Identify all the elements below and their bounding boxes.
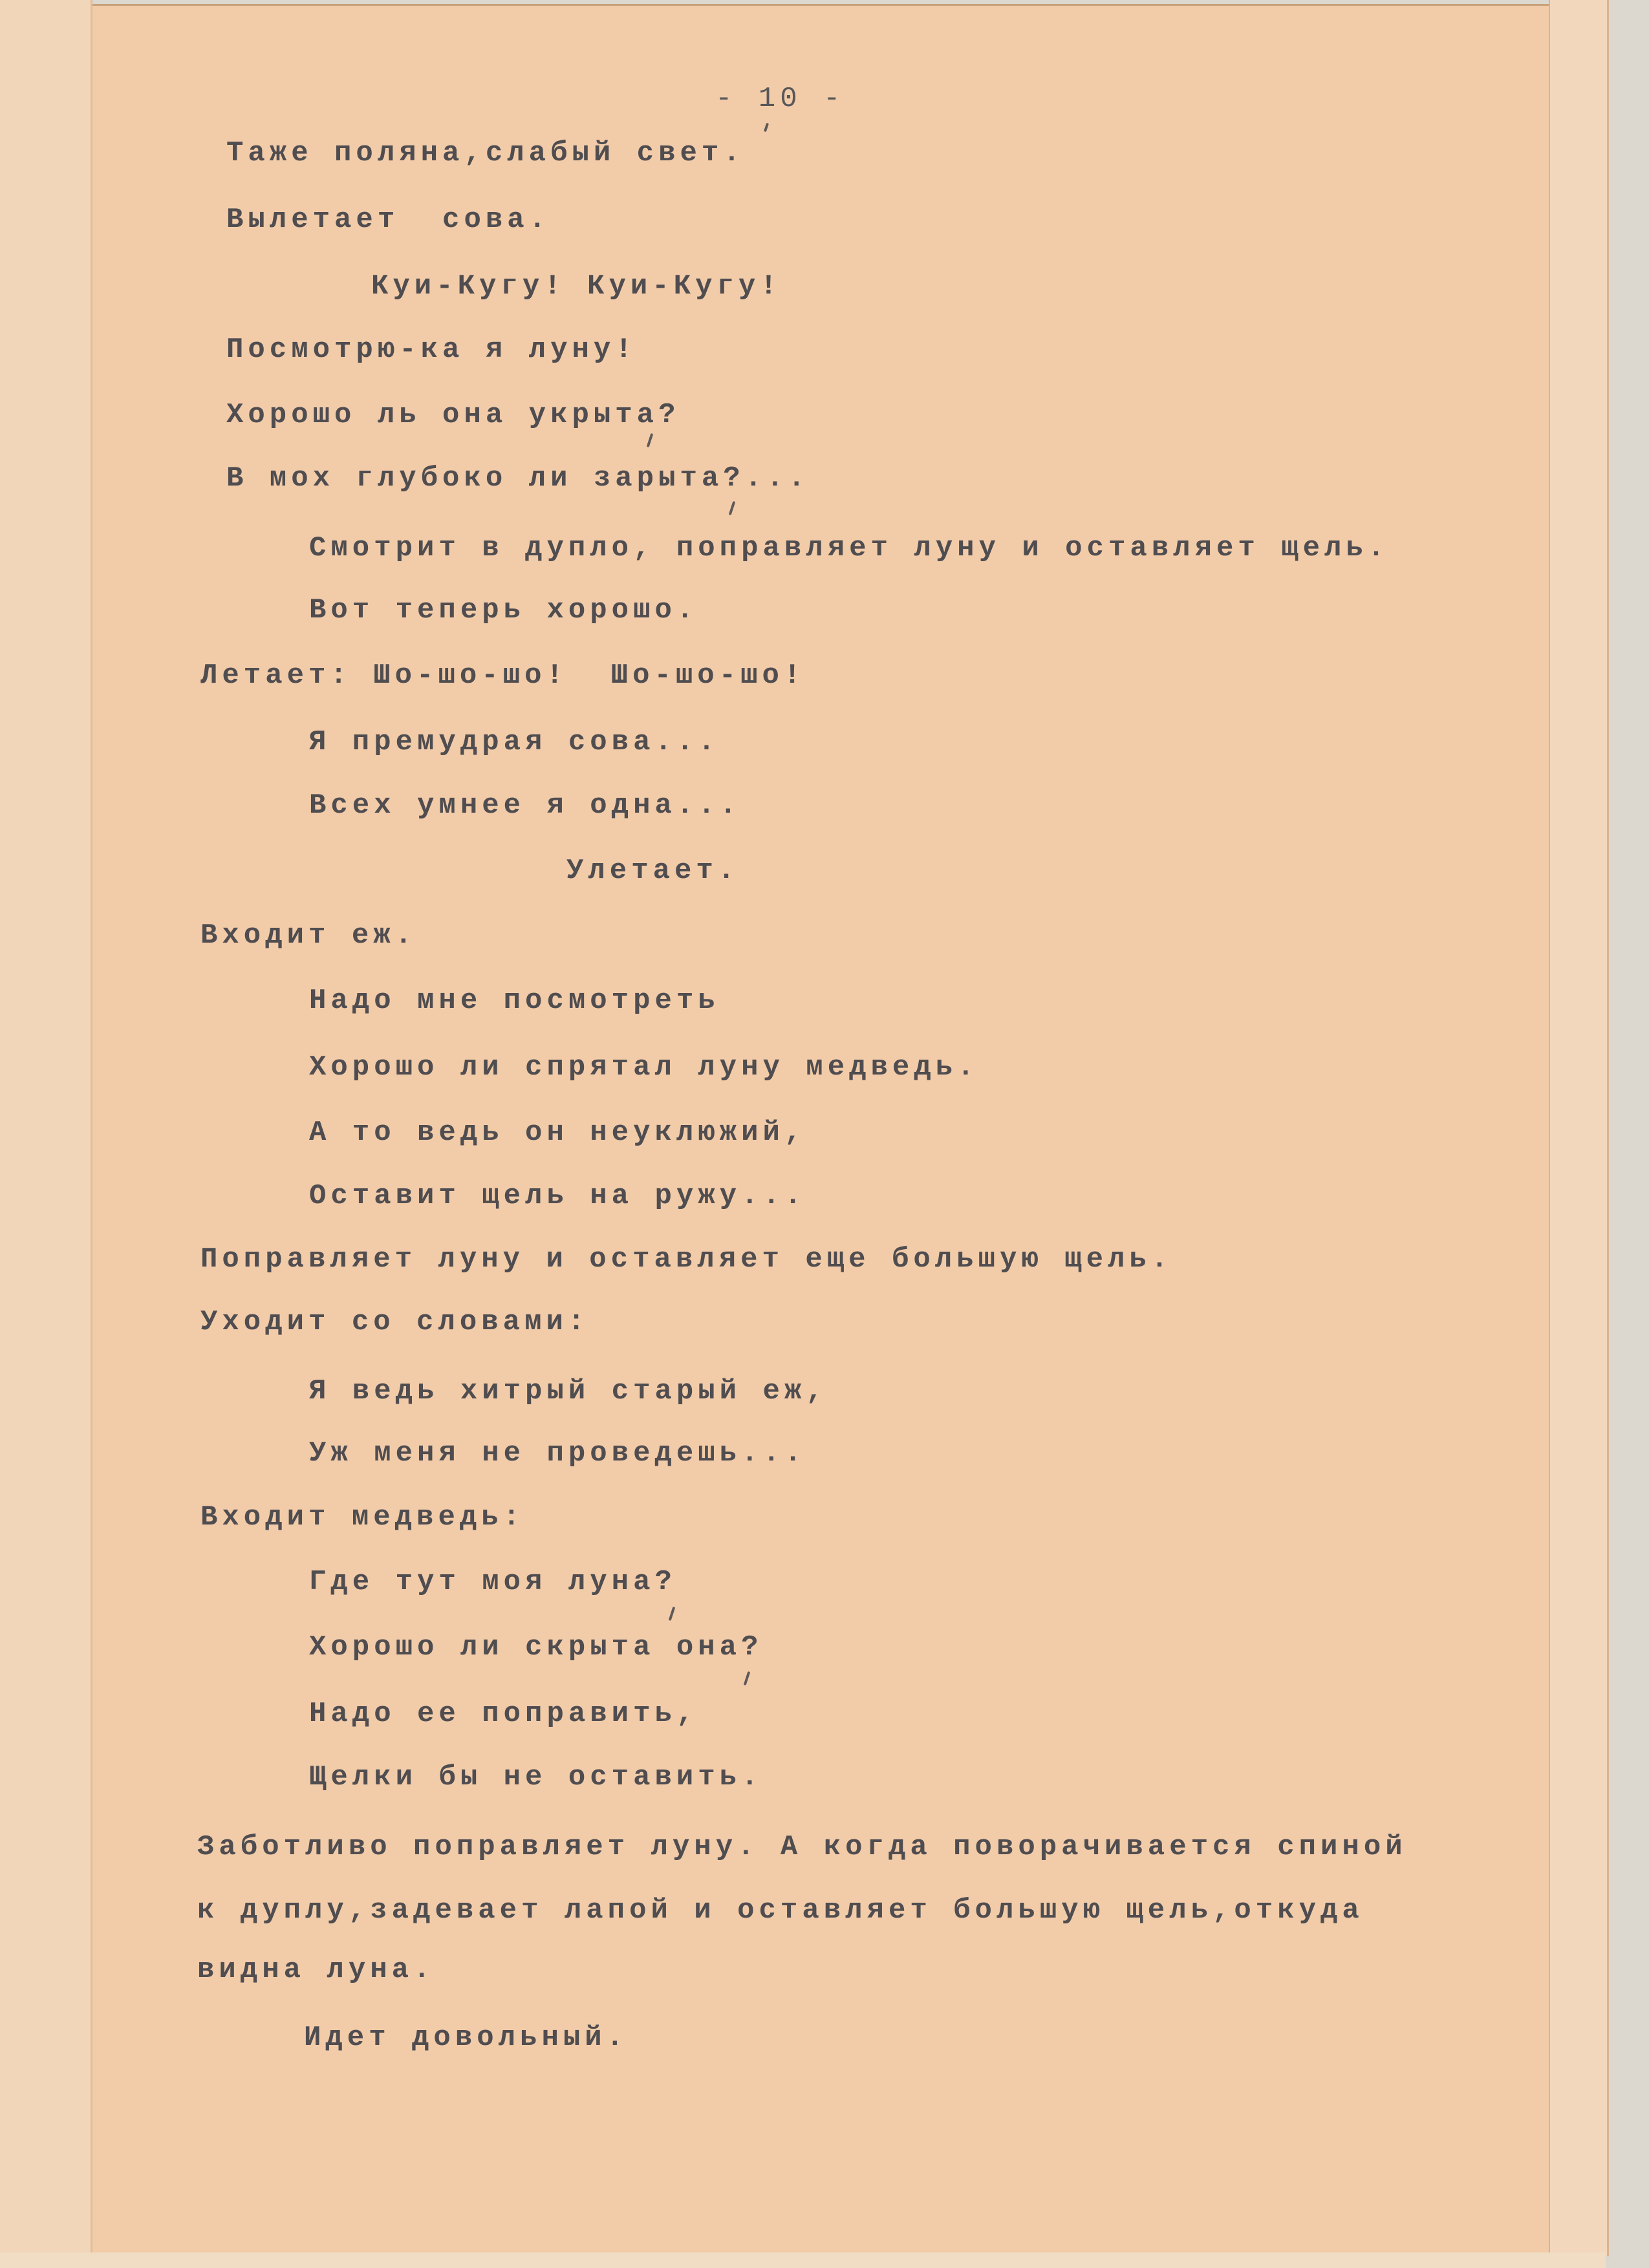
verse-line: Хорошо ли скрыта она? — [309, 1631, 763, 1664]
stage-direction: Таже поляна,слабый свет. — [226, 137, 745, 169]
verse-line: А то ведь он неуклюжий, — [309, 1117, 806, 1149]
stage-direction: Уходит со словами: — [200, 1306, 590, 1338]
stage-direction: видна луна. — [197, 1954, 435, 1986]
verse-line: Всех умнее я одна... — [309, 789, 742, 822]
stage-direction: Заботливо поправляет луну. А когда поворачивается спиной — [197, 1831, 1407, 1863]
verse-line: Уж меня не проведешь... — [309, 1437, 806, 1470]
verse-line: Куи-Кугу! Куи-Кугу! — [371, 270, 782, 303]
verse-line: Оставит щель на ружу... — [309, 1180, 806, 1212]
stage-direction: Улетает. — [566, 855, 740, 887]
stage-direction: Смотрит в дупло, поправляет луну и оставляет щель. — [309, 532, 1390, 564]
verse-line: Где тут моя луна? — [309, 1566, 676, 1598]
verse-line: Щелки бы не оставить. — [309, 1761, 763, 1793]
stage-direction: Входит медведь: — [200, 1501, 525, 1534]
stage-direction: Поправляет луну и оставляет еще большую щель. — [200, 1243, 1173, 1276]
verse-line: В мох глубоко ли зарыта?... — [226, 462, 810, 495]
verse-line: Хорошо ль она укрыта? — [226, 399, 680, 431]
verse-line: Я премудрая сова... — [309, 726, 720, 758]
verse-line: Надо мне посмотреть — [309, 985, 720, 1017]
verse-line: Посмотрю-ка я луну! — [226, 334, 637, 366]
previous-page-edge — [0, 0, 92, 2268]
stage-direction: Идет довольный. — [304, 2022, 629, 2054]
bottom-page-edge — [0, 2252, 1606, 2268]
verse-line: Вот теперь хорошо. — [309, 594, 698, 626]
stage-direction: Входит еж. — [200, 919, 417, 952]
verse-line: Я ведь хитрый старый еж, — [309, 1375, 828, 1407]
stage-direction: Летает: Шо-шо-шо! Шо-шо-шо! — [200, 659, 806, 692]
verse-line: Надо ее поправить, — [309, 1698, 698, 1730]
page-number: - 10 - — [715, 83, 845, 115]
next-page-edge — [1549, 0, 1609, 2256]
stage-direction: Вылетает сова. — [226, 204, 551, 236]
stage-direction: к дуплу,задевает лапой и оставляет большую щель,откуда — [197, 1894, 1364, 1927]
verse-line: Хорошо ли спрятал луну медведь. — [309, 1051, 979, 1084]
